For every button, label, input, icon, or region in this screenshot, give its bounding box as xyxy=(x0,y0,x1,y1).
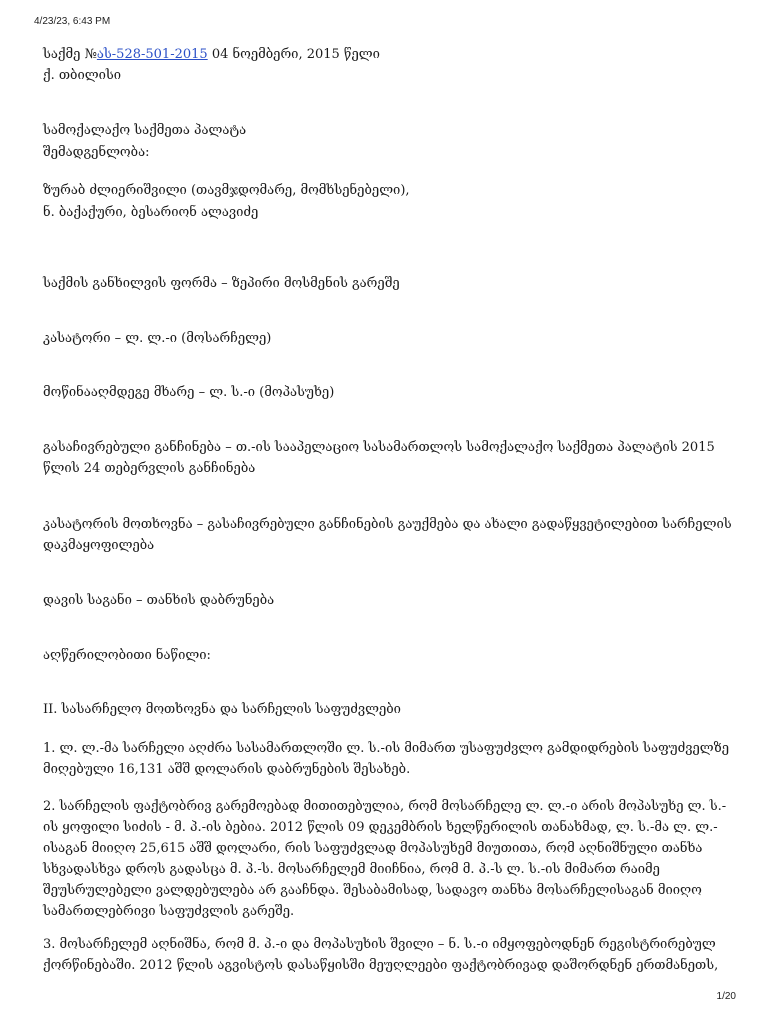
city: ქ. თბილისი xyxy=(43,68,122,83)
paragraph-3: 3. მოსარჩელემ აღნიშნა, რომ მ. პ.-ი და მოპასუხის შვილი – ნ. ს.-ი იმყოფებოდნენ რეგისტრირებულ ქორწინებაში. 2012 წლის აგვისტოს დასაწყისში მეუღლეები ფაქტობრივად დაშორდნენ ერთმანეთს, xyxy=(43,937,719,973)
paragraph-1: 1. ლ. ლ.-მა სარჩელი აღძრა სასამართლოში ლ. ს.-ის მიმართ უსაფუძვლო გამდიდრების საფუძველზე მიღებული 16,131 აშშ დოლარის დაბრუნების შესახებ. xyxy=(43,741,729,777)
case-number-link[interactable]: ას-528-501-2015 xyxy=(96,47,208,62)
print-timestamp: 4/23/23, 6:43 PM xyxy=(34,16,111,27)
composition-label: შემადგენლობა: xyxy=(43,145,150,160)
cassator-request: კასატორის მოთხოვნა – გასაჩივრებული განჩინების გაუქმება და ახალი გადაწყვეტილებით სარჩელის დაკმაყოფილება xyxy=(43,517,732,553)
page-number: 1/20 xyxy=(716,991,736,1002)
judges-line-2: ნ. ბაქაქური, ბესარიონ ალავიძე xyxy=(43,205,259,220)
hearing-form: საქმის განხილვის ფორმა – ზეპირი მოსმენის გარეშე xyxy=(43,276,400,291)
case-date: 04 ნოემბერი, 2015 წელი xyxy=(207,47,380,62)
chamber: სამოქალაქო საქმეთა პალატა xyxy=(43,123,247,138)
section-title: II. სასარჩელო მოთხოვნა და სარჩელის საფუძვლები xyxy=(43,702,401,717)
opposing-party: მოწინააღმდეგე მხარე – ლ. ს.-ი (მოპასუხე) xyxy=(43,385,335,400)
appealed-decision: გასაჩივრებული განჩინება – თ.-ის სააპელაციო სასამართლოს სამოქალაქო საქმეთა პალატის 2015 წლის 24 თებერვლის განჩინება xyxy=(43,440,715,476)
cassator: კასატორი – ლ. ლ.-ი (მოსარჩელე) xyxy=(43,331,272,346)
dispute-subject: დავის საგანი – თანხის დაბრუნება xyxy=(43,593,275,608)
paragraph-2: 2. სარჩელის ფაქტობრივ გარემოებად მითითებულია, რომ მოსარჩელე ლ. ლ.-ი არის მოპასუხე ლ. ს.-ის ყოფილი სიძის - მ. პ.-ის ბებია. 2012 წლის 09 დეკემბრის ხელწერილის თანახმად, ლ. ს.-მა ლ. ლ.-ისაგან მიიღო 25,615 აშშ დოლარი, რის საფუძვლად მოპასუხემ მიუთითა, რომ აღნიშნული თანხა სხვადასხვა დროს გადასცა მ. პ.-ს. მოსარჩელემ მიიჩნია, რომ მ. პ.-ს ლ. ს.-ის მიმართ რაიმე შეუსრულებელი ვალდებულება არ გააჩნდა. შესაბამისად, სადავო თანხა მოსარჩელისაგან მიიღო სამართლებრივი საფუძვლის გარეშე. xyxy=(43,799,727,919)
case-prefix: საქმე № xyxy=(43,47,97,62)
case-line xyxy=(43,44,380,65)
descriptive-part-heading: აღწერილობითი ნაწილი: xyxy=(43,648,211,663)
judges-line-1: ზურაბ ძლიერიშვილი (თავმჯდომარე, მომხსენებელი), xyxy=(43,183,410,198)
